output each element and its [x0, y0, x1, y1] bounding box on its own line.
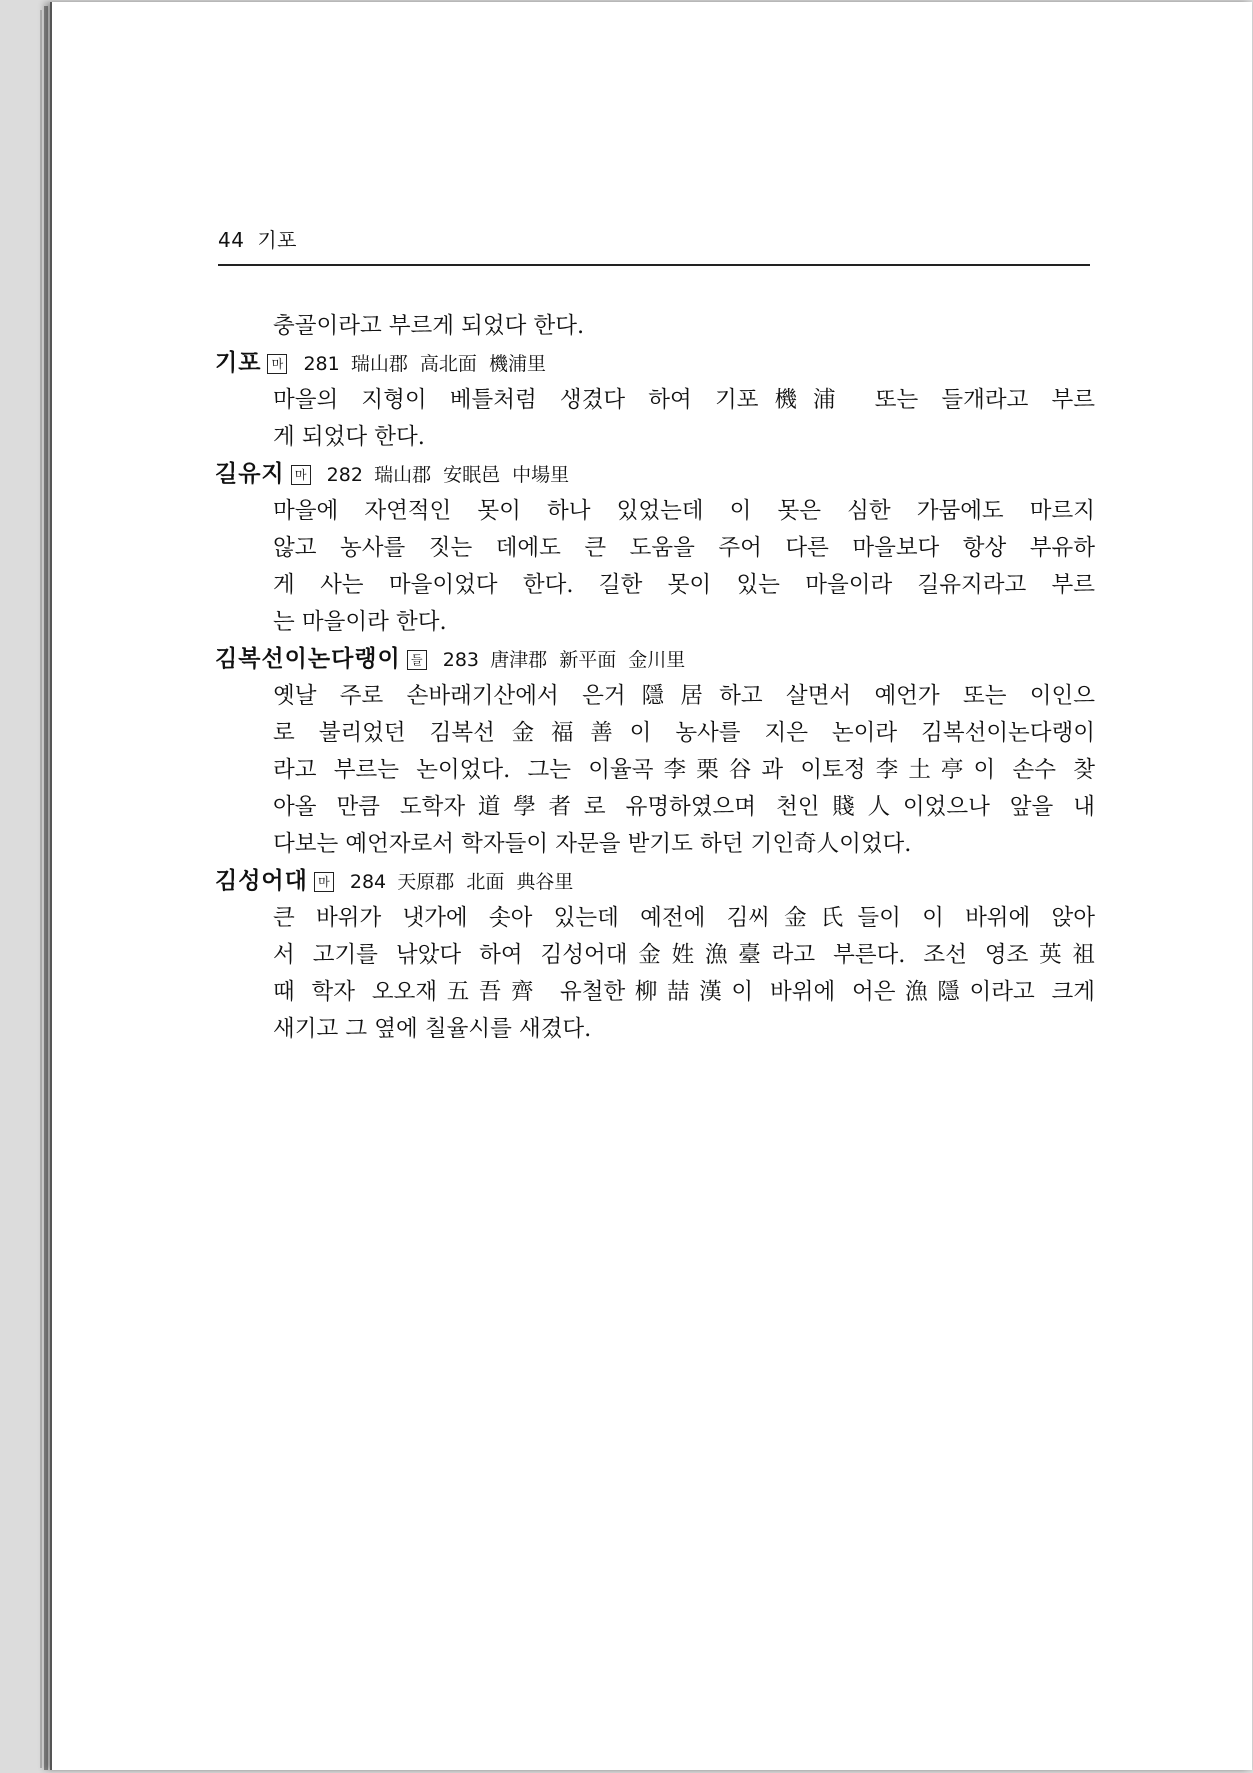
- entry-text-line: 로 불리었던 김복선金福善이 농사를 지은 논이라 김복선이논다랭이: [273, 720, 1095, 746]
- entry-heading: [215, 345, 1095, 382]
- page-stack-edge: [40, 10, 42, 1768]
- entry-heading: [215, 863, 1095, 900]
- category-badge: 마: [267, 354, 287, 374]
- entry-number: 282: [326, 464, 363, 486]
- entry-text-line: 마을에 자연적인 못이 하나 있었는데 이 못은 심한 가뭄에도 마르지: [273, 498, 1095, 524]
- entry-text-line: 큰 바위가 냇가에 솟아 있는데 예전에 김씨金氏들이 이 바위에 앉아: [273, 905, 1095, 931]
- category-badge: 들: [407, 650, 427, 670]
- entry-text-line: 라고 부르는 논이었다. 그는 이율곡李栗谷과 이토정李土亭이 손수 찾: [273, 757, 1095, 783]
- entry-text-line: 는 마을이라 한다.: [273, 609, 447, 635]
- category-badge: 마: [291, 465, 311, 485]
- entry-title: 기포: [215, 350, 262, 376]
- entry-text-line: 서 고기를 낚았다 하여 김성어대金姓漁臺라고 부른다. 조선 영조英祖: [273, 942, 1095, 968]
- entry-heading: [215, 641, 1095, 678]
- entry-location: 天原郡 北面 典谷里: [397, 871, 574, 893]
- entry-text-line: 새기고 그 옆에 칠율시를 새겼다.: [273, 1016, 592, 1042]
- entry-text-line: 다보는 예언자로서 학자들이 자문을 받기도 하던 기인奇人이었다.: [273, 831, 912, 857]
- category-badge: 마: [314, 872, 334, 892]
- entry-title: 김복선이논다랭이: [215, 646, 401, 672]
- entry-text-line: 마을의 지형이 베틀처럼 생겼다 하여 기포機浦 또는 들개라고 부르: [273, 387, 1095, 413]
- section-title: 기포: [257, 228, 297, 252]
- entry-location: 唐津郡 新平面 金川里: [490, 649, 686, 671]
- continuation-line: 충골이라고 부르게 되었다 한다.: [273, 313, 585, 339]
- entry-text-line: 않고 농사를 짓는 데에도 큰 도움을 주어 다른 마을보다 항상 부유하: [273, 535, 1095, 561]
- page-number: 44: [218, 228, 245, 252]
- entry-title: 길유지: [215, 461, 285, 487]
- entry-number: 283: [442, 649, 480, 671]
- entry-number: 284: [349, 871, 387, 893]
- entry-number: 281: [303, 353, 340, 375]
- running-head: [218, 224, 1090, 253]
- entry-text-line: 게 사는 마을이었다 한다. 길한 못이 있는 마을이라 길유지라고 부르: [273, 572, 1095, 598]
- entry-text-line: 때 학자 오오재五吾齊 유철한柳喆漢이 바위에 어은漁隱이라고 크게: [273, 979, 1095, 1005]
- entry-title: 김성어대: [215, 868, 308, 894]
- page-binding-edge: [44, 6, 48, 1770]
- dictionary-body: [215, 308, 1095, 1048]
- entry-text-line: 옛날 주로 손바래기산에서 은거隱居하고 살면서 예언가 또는 이인으: [273, 683, 1095, 709]
- entry-location: 瑞山郡 高北面 機浦里: [350, 353, 546, 375]
- entry-heading: [215, 456, 1095, 493]
- entry-text-line: 아올 만큼 도학자道學者로 유명하였으며 천인賤人이었으나 앞을 내: [273, 794, 1095, 820]
- entry-location: 瑞山郡 安眠邑 中場里: [374, 464, 570, 486]
- entry-text-line: 게 되었다 한다.: [273, 424, 425, 450]
- header-rule: [218, 264, 1090, 266]
